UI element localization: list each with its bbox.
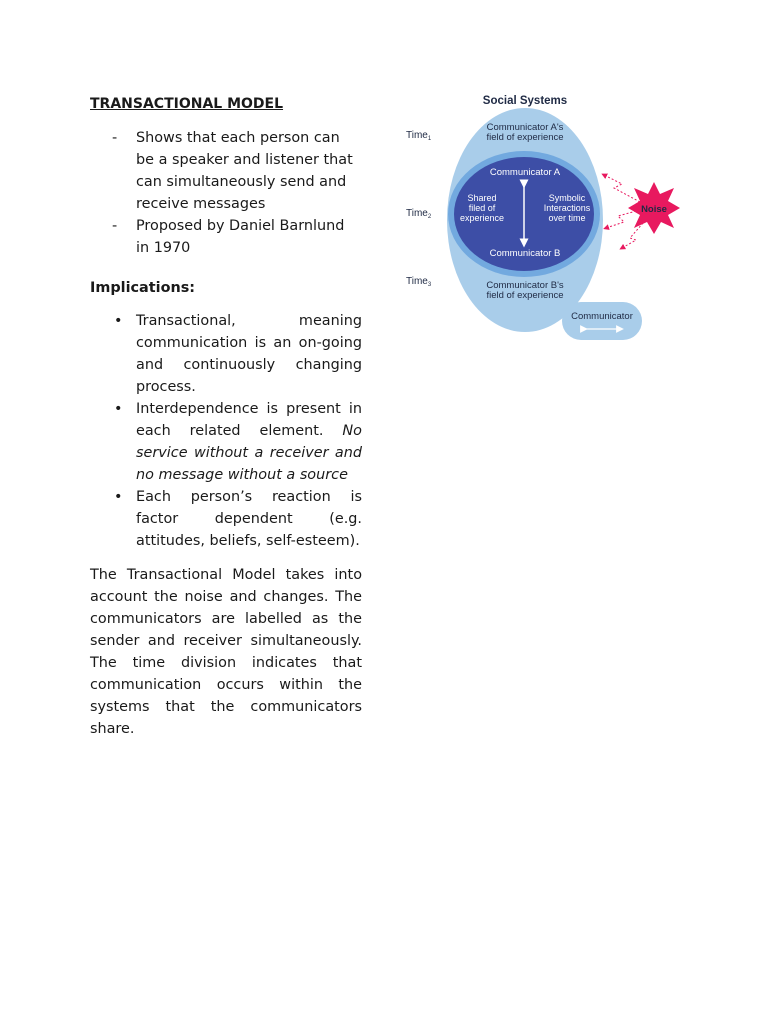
- diagram-svg: [400, 88, 690, 348]
- implications-heading: Implications:: [90, 280, 196, 296]
- summary-paragraph: The Transactional Model takes into account the noise and changes. The communicators are labelled as the sender and receiver simultaneously. The time division indicates that communication occurs within the systems that the communicators share.: [90, 567, 362, 737]
- diagram-title: Social Systems: [482, 95, 568, 107]
- transactional-model-diagram: [400, 88, 690, 348]
- time-label-3: Time$_3$: [406, 276, 432, 288]
- field-b-label-line2: field of experience: [486, 290, 564, 301]
- bullet-marker: •: [114, 401, 123, 417]
- legend-label: Communicator: [571, 311, 633, 322]
- document-title: TRANSACTIONAL MODEL: [90, 96, 284, 112]
- bullet-item: [90, 310, 362, 398]
- dash-item-text: Shows that each person can be a speaker and listener that can simultaneously send and receive messages: [136, 130, 353, 212]
- communicator-b-label: Communicator B: [489, 248, 561, 259]
- noise-label: Noise: [641, 204, 667, 215]
- dash-item-text: Proposed by Daniel Barnlund in 1970: [136, 218, 345, 256]
- bullet-list: [90, 310, 362, 552]
- time-label-2: Time$_2$: [406, 208, 432, 220]
- bullet-text: Transactional, meaning communication is an on-going and continuously changing process.: [136, 313, 362, 395]
- time-label-1: Time$_1$: [406, 130, 432, 142]
- dash-item: [90, 215, 362, 259]
- shared-label-line3: experience: [459, 213, 505, 223]
- dash-marker: -: [112, 130, 118, 146]
- field-b-label-line1: Communicator B's: [486, 280, 564, 291]
- shared-label-line2: filed of: [468, 203, 496, 213]
- bullet-italic-text: No service without a receiver and no message without a source: [136, 423, 362, 483]
- bullet-item: [90, 486, 362, 552]
- dash-marker: -: [112, 218, 118, 234]
- bullet-text: Each person’s reaction is factor dependent (e.g. attitudes, beliefs, self-esteem).: [136, 489, 362, 549]
- bullet-item: [90, 398, 362, 486]
- bullet-marker: •: [114, 313, 123, 329]
- text-column: [90, 93, 362, 740]
- communicator-a-label: Communicator A: [489, 167, 561, 178]
- dash-item: [90, 127, 362, 215]
- bullet-text: Interdependence is present in each related element.: [136, 401, 362, 439]
- field-a-label-line2: field of experience: [486, 132, 564, 143]
- symbolic-label-line3: over time: [548, 213, 586, 223]
- symbolic-label-line1: Symbolic: [548, 193, 586, 203]
- field-a-label-line1: Communicator A's: [486, 122, 564, 133]
- symbolic-label-line2: Interactions: [543, 203, 591, 213]
- shared-label-line1: Shared: [467, 193, 497, 203]
- dash-list: [90, 127, 362, 259]
- bullet-marker: •: [114, 489, 123, 505]
